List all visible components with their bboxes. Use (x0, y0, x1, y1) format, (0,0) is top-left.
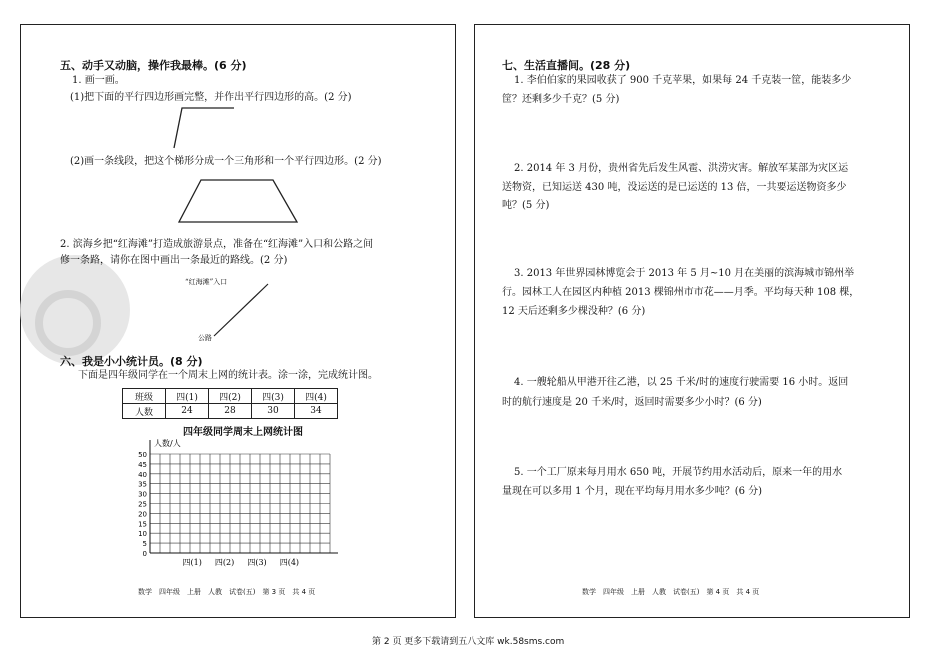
table-cell: 34 (295, 404, 338, 419)
x-tick-label: 四(2) (214, 558, 235, 567)
x-tick-label: 四(1) (182, 558, 202, 567)
table-row (123, 404, 338, 419)
road-label: 公路 (198, 334, 212, 342)
y-tick-label: 30 (138, 490, 147, 499)
table-cell: 四(3) (252, 389, 295, 404)
x-tick-label: 四(3) (247, 558, 267, 567)
y-tick-label: 10 (138, 530, 147, 539)
road-line (210, 282, 272, 340)
x-tick-label: 四(4) (279, 558, 300, 567)
y-tick-label: 40 (138, 470, 147, 479)
left-page-footer: 数学 四年级 上册 人教 试卷(五) 第 3 页 共 4 页 (138, 588, 316, 596)
right-page-border (474, 24, 910, 618)
document-footer: 第 2 页 更多下载请到五八文库 wk.58sms.com (372, 637, 565, 647)
problem-2-line-3: 吨？(5 分) (502, 200, 550, 211)
y-tick-label: 35 (138, 480, 147, 489)
question-1-2: (2)画一条线段，把这个梯形分成一个三角形和一个平行四边形。(2 分) (70, 156, 382, 167)
question-1-1: (1)把下面的平行四边形画完整，并作出平行四边形的高。(2 分) (70, 92, 352, 103)
problem-2-line-1: 2. 2014 年 3 月份，贵州省先后发生风雹、洪涝灾害。解放军某部为灾区运 (514, 163, 849, 174)
table-cell: 28 (209, 404, 252, 419)
question-2-line-1: 2. 滨海乡把“红海滩”打造成旅游景点，准备在“红海滩”入口和公路之间 (60, 239, 374, 250)
section-7-title: 七、生活直播间。(28 分) (502, 59, 631, 72)
y-tick-label: 5 (142, 540, 147, 549)
chart-title: 四年级同学周末上网统计图 (183, 427, 303, 438)
y-tick-label: 15 (138, 520, 147, 529)
problem-3-line-1: 3. 2013 年世界园林博览会于 2013 年 5 月~10 月在美丽的滨海城市锦州举 (514, 268, 855, 279)
question-2-line-2: 修一条路，请你在图中画出一条最近的路线。(2 分) (60, 255, 288, 266)
parallelogram-partial (170, 104, 240, 152)
entrance-label: “红海滩”入口 (185, 278, 228, 286)
table-cell: 四(2) (209, 389, 252, 404)
problem-4-line-2: 时的航行速度是 20 千米/时，返回时需要多少小时？(6 分) (502, 397, 762, 408)
section-5-title: 五、动手又动脑，操作我最棒。(6 分) (60, 59, 247, 72)
table-cell: 班级 (123, 389, 166, 404)
table-header-row (123, 389, 338, 404)
y-tick-label: 25 (138, 500, 147, 509)
trapezoid-figure (175, 176, 305, 226)
table-cell: 人数 (123, 404, 166, 419)
table-cell: 四(4) (295, 389, 338, 404)
table-cell: 30 (252, 404, 295, 419)
y-axis-label: 人数/人 (154, 439, 181, 448)
problem-1-line-2: 筐？还剩多少千克？(5 分) (502, 94, 620, 105)
statistics-table (122, 388, 338, 419)
problem-5-line-2: 量现在可以多用 1 个月，现在平均每月用水多少吨？(6 分) (502, 486, 763, 497)
y-tick-label: 45 (138, 460, 147, 469)
section-6-title: 六、我是小小统计员。(8 分) (60, 355, 203, 368)
problem-2-line-2: 送物资，已知运送 430 吨，没运送的是已运送的 13 倍，一共要运送物资多少 (502, 182, 847, 193)
watermark-seal-ring (35, 290, 101, 356)
table-cell: 24 (166, 404, 209, 419)
question-1-title: 1. 画一画。 (72, 75, 125, 86)
problem-3-line-3: 12 天后还剩多少棵没种？(6 分) (502, 306, 646, 317)
problem-4-line-1: 4. 一艘轮船从甲港开往乙港，以 25 千米/时的速度行驶需要 16 小时。返回 (514, 377, 849, 388)
problem-3-line-2: 行。园林工人在园区内种植 2013 棵锦州市市花——月季。平均每天种 108 棵， (502, 287, 860, 298)
problem-5-line-1: 5. 一个工厂原来每月用水 650 吨，开展节约用水活动后，原来一年的用水 (514, 467, 843, 478)
y-tick-label: 0 (142, 550, 147, 558)
y-tick-label: 20 (138, 510, 147, 519)
section-6-description: 下面是四年级同学在一个周末上网的统计表。涂一涂，完成统计图。 (78, 370, 378, 381)
y-tick-label: 50 (138, 451, 147, 459)
table-cell: 四(1) (166, 389, 209, 404)
problem-1-line-1: 1. 李伯伯家的果园收获了 900 千克苹果，如果每 24 千克装一筐，能装多少 (514, 75, 852, 86)
bar-chart (120, 436, 350, 568)
right-page-footer: 数学 四年级 上册 人教 试卷(五) 第 4 页 共 4 页 (582, 588, 760, 596)
